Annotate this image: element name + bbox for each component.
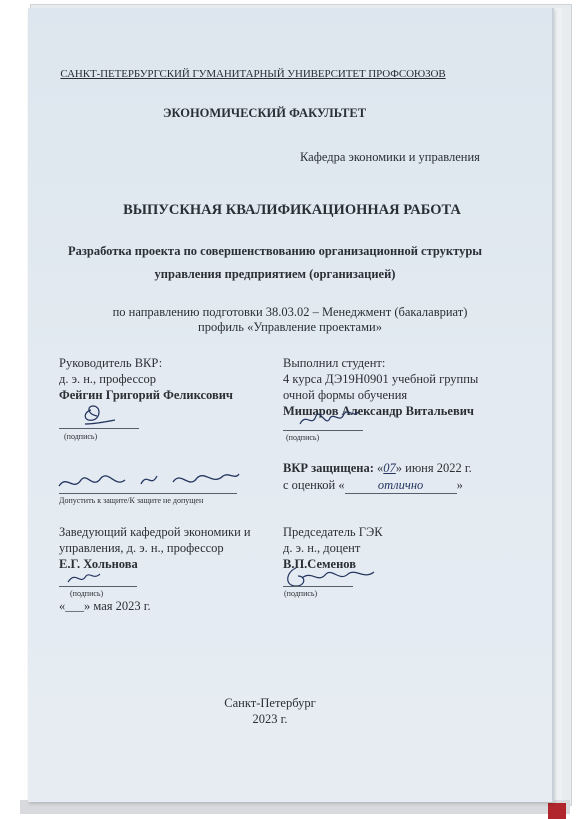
supervisor-sign-caption: (подпись) <box>64 432 98 441</box>
grade-value: отлично <box>345 478 457 494</box>
supervisor-name: Фейгин Григорий Феликсович <box>59 388 233 402</box>
student-name: Мишаров Александр Витальевич <box>283 404 474 418</box>
student-sign-caption: (подпись) <box>286 433 320 442</box>
admission-caption: Допустить к защите/К защите не допущен <box>59 496 204 505</box>
head-name: Е.Г. Хольнова <box>59 557 138 571</box>
red-cover-corner <box>548 803 566 819</box>
head-line-1: Заведующий кафедрой экономики и <box>59 525 251 539</box>
defense-prefix: ВКР защищена: <box>283 461 374 475</box>
chairman-label: Председатель ГЭК <box>283 525 383 539</box>
supervisor-signature <box>75 398 125 430</box>
defense-day: 07 <box>383 461 396 475</box>
university-name: САНКТ-ПЕТЕРБУРГСКИЙ ГУМАНИТАРНЫЙ УНИВЕРСИТЕТ ПРОФСОЮЗОВ <box>60 68 446 80</box>
student-form: очной формы обучения <box>283 388 408 402</box>
chairman-signature <box>282 562 382 592</box>
admission-handwriting <box>55 466 245 496</box>
student-signature-line <box>283 430 363 431</box>
head-sign-caption: (подпись) <box>70 589 104 598</box>
head-line-2: управления, д. э. н., профессор <box>59 541 224 555</box>
chairman-title: д. э. н., доцент <box>283 541 361 555</box>
head-signature-line <box>59 586 137 587</box>
chairman-name: В.П.Семенов <box>283 557 356 571</box>
direction-line-1: по направлению подготовки 38.03.02 – Менеджмент (бакалавриат) <box>112 305 468 319</box>
faculty-name: ЭКОНОМИЧЕСКИЙ ФАКУЛЬТЕТ <box>163 106 367 120</box>
student-group: 4 курса ДЭ19Н0901 учебной группы <box>283 372 479 386</box>
topic-line-1: Разработка проекта по совершенствованию организационной структуры <box>67 244 483 258</box>
supervisor-signature-line <box>59 428 139 429</box>
work-type-title: ВЫПУСКНАЯ КВАЛИФИКАЦИОННАЯ РАБОТА <box>123 202 461 218</box>
defense-grade-line <box>283 478 463 494</box>
supervisor-label: Руководитель ВКР: <box>59 356 163 370</box>
supervisor-title: д. э. н., профессор <box>59 372 157 386</box>
department-name: Кафедра экономики и управления <box>300 150 480 164</box>
topic-line-2: управления предприятием (организацией) <box>154 267 396 281</box>
student-label: Выполнил студент: <box>283 356 386 370</box>
footer-city: Санкт-Петербург <box>224 696 316 710</box>
defense-date-line <box>283 461 472 476</box>
chairman-signature-line <box>283 586 353 587</box>
admission-line <box>59 493 237 494</box>
footer-year: 2023 г. <box>252 712 288 726</box>
defense-date-rest: » июня 2022 г. <box>395 461 472 475</box>
chairman-sign-caption: (подпись) <box>284 589 318 598</box>
grade-prefix: с оценкой « <box>283 478 345 492</box>
defense-day-open: « <box>377 461 384 475</box>
grade-suffix: » <box>456 478 463 492</box>
paper-bottom-edge <box>20 800 570 814</box>
head-date: «___» мая 2023 г. <box>59 599 151 613</box>
direction-line-2: профиль «Управление проектами» <box>198 320 382 334</box>
